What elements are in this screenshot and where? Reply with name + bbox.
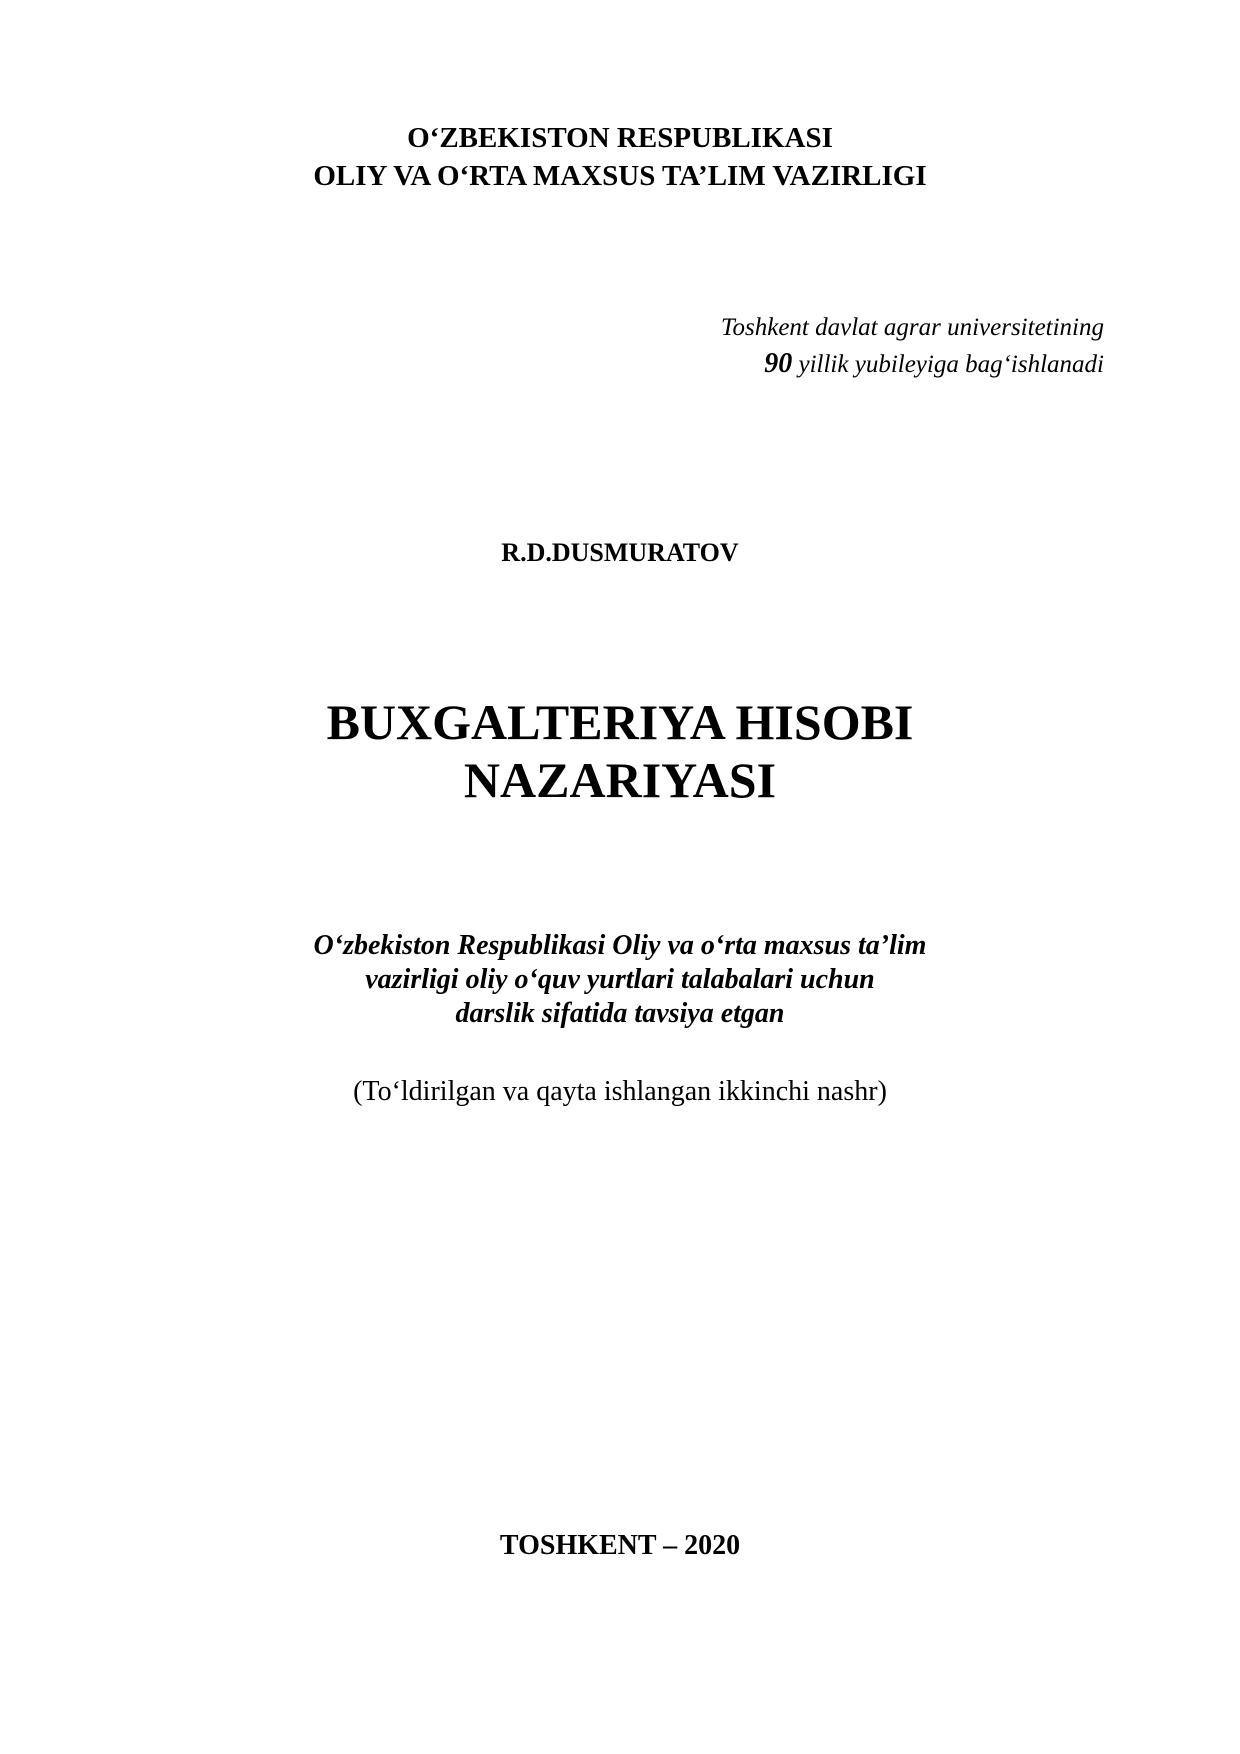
dedication-line2-text: yillik yubileyiga bag‘ishlanadi: [792, 351, 1104, 378]
recommendation-line3: darslik sifatida tavsiya etgan: [455, 998, 785, 1029]
imprint-city-year: TOSHKENT – 2020: [499, 1530, 741, 1561]
book-title-line2: NAZARIYASI: [463, 752, 777, 808]
dedication-line1: Toshkent davlat agrar universitetining: [720, 314, 1104, 341]
book-title-line1: BUXGALTERIYA HISOBI: [326, 694, 914, 750]
ministry-header-line1: O‘ZBEKISTON RESPUBLIKASI: [407, 122, 833, 154]
ministry-header-line2: OLIY VA O‘RTA MAXSUS TA’LIM VAZIRLIGI: [313, 160, 927, 192]
recommendation-line2: vazirligi oliy o‘quv yurtlari talabalari uchun: [365, 964, 875, 995]
dedication-line2: [764, 350, 1104, 378]
recommendation-line1: O‘zbekiston Respublikasi Oliy va o‘rta maxsus ta’lim: [313, 930, 927, 961]
edition-note: (To‘ldirilgan va qayta ishlangan ikkinchi nashr): [353, 1076, 887, 1107]
jubilee-number: 90: [764, 348, 793, 379]
author-name: R.D.DUSMURATOV: [501, 538, 739, 567]
